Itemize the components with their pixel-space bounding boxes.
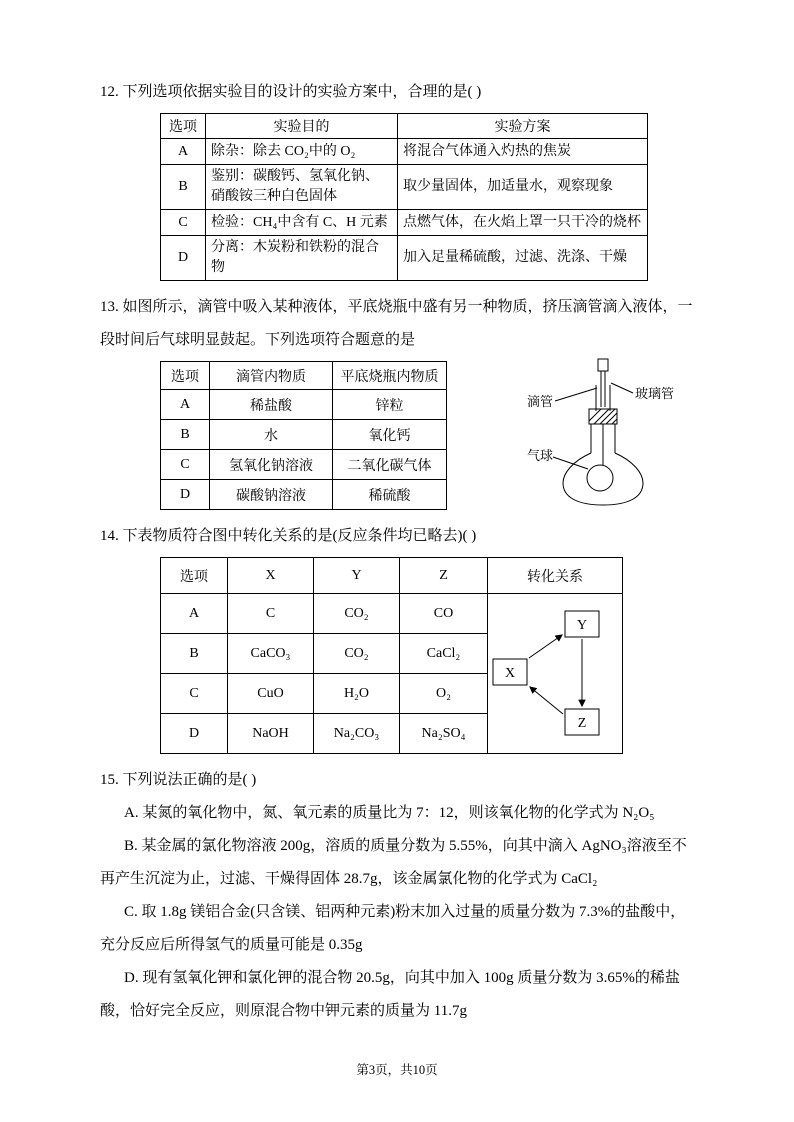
- plan-cell: 加入足量稀硫酸，过滤、洗涤、干燥: [398, 236, 648, 281]
- option-cell: A: [161, 390, 210, 420]
- q12-header-option: 选项: [161, 114, 206, 139]
- q15-stem: 15. 下列说法正确的是( ): [100, 772, 257, 788]
- flask-substance-cell: 锌粒: [332, 390, 446, 420]
- question-14: [100, 520, 699, 754]
- purpose-cell: 分离：木炭粉和铁粉的混合物: [206, 236, 398, 281]
- conversion-diagram-cell: [488, 594, 623, 754]
- dropper-substance-cell: 碳酸钠溶液: [210, 480, 333, 510]
- arrow-z-to-x: [530, 687, 563, 714]
- question-15: [100, 764, 699, 1028]
- flask-substance-cell: 稀硫酸: [332, 480, 446, 510]
- table-row: [161, 420, 447, 450]
- q14-header-y: Y: [314, 558, 400, 594]
- glass-tube-label: 玻璃管: [635, 386, 675, 401]
- node-y-label: Y: [576, 617, 587, 633]
- option-cell: B: [161, 420, 210, 450]
- option-cell: B: [161, 634, 228, 674]
- x-cell: C: [228, 594, 314, 634]
- q12-stem: 12. 下列选项依据实验目的设计的实验方案中，合理的是( ): [100, 84, 482, 100]
- flask-substance-cell: 氧化钙: [332, 420, 446, 450]
- x-cell: NaOH: [228, 714, 314, 754]
- z-cell: Na₂SO₄: [400, 714, 488, 754]
- q13-header-row: [161, 362, 447, 390]
- q13-header-dropper: 滴管内物质: [210, 362, 333, 390]
- dropper-substance-cell: 水: [210, 420, 333, 450]
- q12-header-row: [161, 114, 648, 139]
- option-cell: C: [161, 450, 210, 480]
- q13-header-flask: 平底烧瓶内物质: [332, 362, 446, 390]
- stopper-icon: [589, 409, 617, 424]
- balloon-label: 气球: [527, 448, 554, 463]
- plan-cell: 点燃气体，在火焰上罩一只干冷的烧杯: [398, 210, 648, 236]
- question-13: [100, 291, 699, 520]
- z-cell: O₂: [400, 674, 488, 714]
- question-12: [100, 76, 699, 281]
- q14-header-row: [161, 558, 623, 594]
- option-cell: C: [161, 674, 228, 714]
- q14-header-option: 选项: [161, 558, 228, 594]
- flask-substance-cell: 二氧化碳气体: [332, 450, 446, 480]
- purpose-cell: 检验：CH₄中含有 C、H 元素: [206, 210, 398, 236]
- dropper-substance-cell: 稀盐酸: [210, 390, 333, 420]
- q14-header-relation: 转化关系: [488, 558, 623, 594]
- z-cell: CO: [400, 594, 488, 634]
- table-row: [161, 594, 623, 634]
- x-cell: CuO: [228, 674, 314, 714]
- purpose-cell: 除杂：除去 CO₂中的 O₂: [206, 139, 398, 165]
- q13-apparatus-figure: [499, 357, 699, 509]
- option-cell: C: [161, 210, 206, 236]
- q13-header-option: 选项: [161, 362, 210, 390]
- plan-cell: 将混合气体通入灼热的焦炭: [398, 139, 648, 165]
- q13-body: [100, 357, 699, 520]
- q13-table: [160, 361, 447, 510]
- balloon-icon: [587, 465, 613, 491]
- table-row: [161, 450, 447, 480]
- option-cell: B: [161, 165, 206, 210]
- dropper-label: 滴管: [527, 394, 554, 409]
- q13-stem: 13. 如图所示，滴管中吸入某种液体，平底烧瓶中盛有另一种物质，挤压滴管滴入液体，一段时间后气球明显鼓起。下列选项符合题意的是: [100, 299, 693, 348]
- plan-cell: 取少量固体，加适量水，观察现象: [398, 165, 648, 210]
- arrow-x-to-y: [529, 635, 562, 658]
- q14-header-z: Z: [400, 558, 488, 594]
- purpose-cell: 鉴别：碳酸钙、氢氧化钠、硝酸铵三种白色固体: [206, 165, 398, 210]
- q12-table: [160, 113, 648, 281]
- table-row: [161, 139, 648, 165]
- q14-table: [160, 557, 623, 754]
- table-row: [161, 210, 648, 236]
- q12-header-plan: 实验方案: [398, 114, 648, 139]
- option-cell: A: [161, 594, 228, 634]
- node-x-label: X: [504, 665, 515, 681]
- option-cell: A: [161, 139, 206, 165]
- q12-header-purpose: 实验目的: [206, 114, 398, 139]
- dropper-substance-cell: 氢氧化钠溶液: [210, 450, 333, 480]
- y-cell: CO₂: [314, 594, 400, 634]
- q15-option-b: B. 某金属的氯化物溶液 200g，溶质的质量分数为 5.55%，向其中滴入 AgNO₃溶液至不再产生沉淀为止，过滤、干燥得固体 28.7g，该金属氯化物的化学式为 CaCl₂: [100, 838, 687, 887]
- y-cell: Na₂CO₃: [314, 714, 400, 754]
- table-row: [161, 236, 648, 281]
- q15-option-a: A. 某氮的氧化物中，氮、氧元素的质量比为 7：12，则该氧化物的化学式为 N₂O₅: [124, 805, 655, 821]
- x-cell: CaCO₃: [228, 634, 314, 674]
- conversion-relation-diagram: [489, 595, 622, 753]
- q14-stem: 14. 下表物质符合图中转化关系的是(反应条件均已略去)( ): [100, 528, 477, 544]
- table-row: [161, 390, 447, 420]
- q15-option-d: D. 现有氢氧化钾和氯化钾的混合物 20.5g，向其中加入 100g 质量分数为 3.65%的稀盐酸，恰好完全反应，则原混合物中钾元素的质量为 11.7g: [100, 970, 680, 1019]
- q15-option-c: C. 取 1.8g 镁铝合金(只含镁、铝两种元素)粉末加入过量的质量分数为 7.3%的盐酸中，充分反应后所得氢气的质量可能是 0.35g: [100, 904, 686, 953]
- page-footer: 第3页，共10页: [356, 1063, 438, 1077]
- flask-apparatus-diagram: [499, 357, 699, 509]
- y-cell: CO₂: [314, 634, 400, 674]
- option-cell: D: [161, 480, 210, 510]
- y-cell: H₂O: [314, 674, 400, 714]
- z-cell: CaCl₂: [400, 634, 488, 674]
- table-row: [161, 480, 447, 510]
- option-cell: D: [161, 714, 228, 754]
- q14-header-x: X: [228, 558, 314, 594]
- table-row: [161, 165, 648, 210]
- option-cell: D: [161, 236, 206, 281]
- dropper-bulb-icon: [598, 359, 608, 371]
- node-z-label: Z: [577, 715, 586, 731]
